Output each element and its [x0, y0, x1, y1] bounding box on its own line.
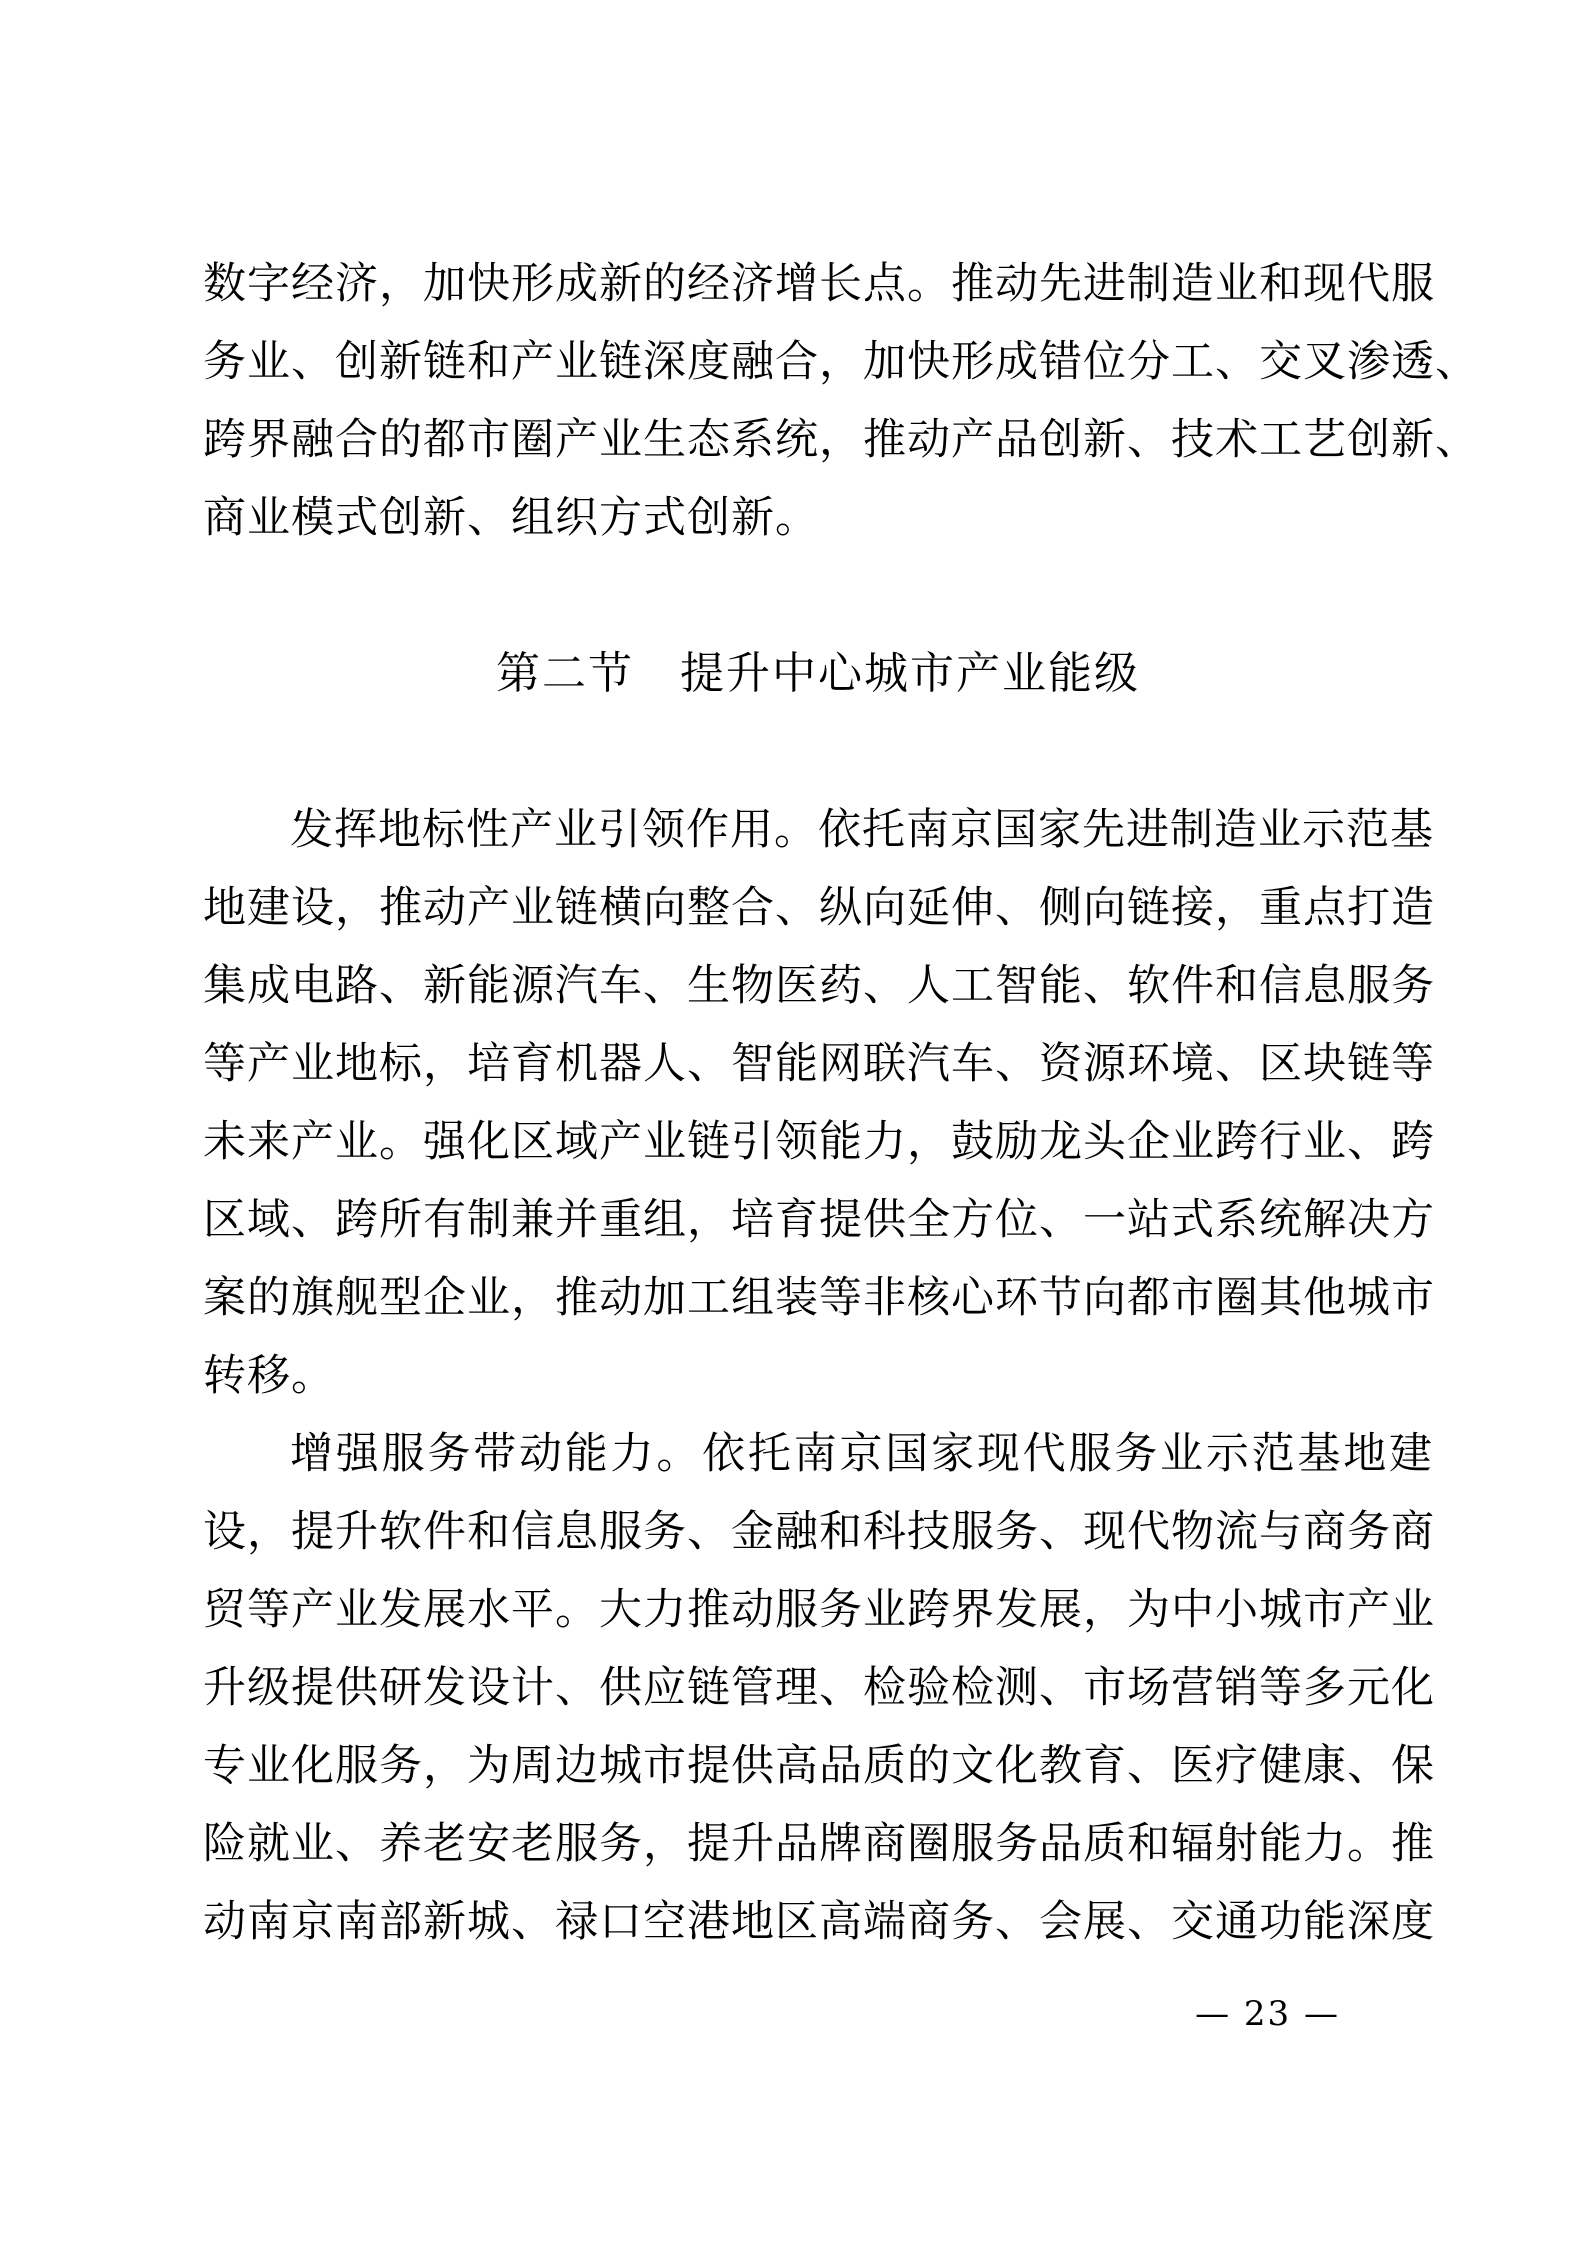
spacer	[203, 557, 1433, 635]
page-body	[203, 245, 1479, 1961]
page-footer	[1195, 1992, 1340, 2036]
section-heading: 第二节 提升中心城市产业能级	[496, 648, 1140, 699]
body-line: 专业化服务，为周边城市提供高品质的文化教育、医疗健康、保	[203, 1741, 1435, 1791]
body-line: 转移。	[203, 1351, 335, 1401]
body-line: 等产业地标，培育机器人、智能网联汽车、资源环境、区块链等	[203, 1039, 1435, 1089]
spacer	[203, 713, 1433, 791]
body-line: 设，提升软件和信息服务、金融和科技服务、现代物流与商务商	[203, 1507, 1435, 1557]
body-line: 数字经济，加快形成新的经济增长点。推动先进制造业和现代服	[203, 259, 1435, 309]
body-line: 增强服务带动能力。依托南京国家现代服务业示范基地建	[290, 1429, 1433, 1479]
body-line: 务业、创新链和产业链深度融合，加快形成错位分工、交叉渗透、	[203, 337, 1479, 387]
body-line: 动南京南部新城、禄口空港地区高端商务、会展、交通功能深度	[203, 1897, 1435, 1947]
body-line: 区域、跨所有制兼并重组，培育提供全方位、一站式系统解决方	[203, 1195, 1435, 1245]
page-number: — 23 —	[1195, 1994, 1340, 2034]
body-line: 发挥地标性产业引领作用。依托南京国家先进制造业示范基	[290, 805, 1434, 855]
body-line: 案的旗舰型企业，推动加工组装等非核心环节向都市圈其他城市	[203, 1273, 1435, 1323]
body-line: 商业模式创新、组织方式创新。	[203, 493, 819, 543]
body-line: 跨界融合的都市圈产业生态系统，推动产品创新、技术工艺创新、	[203, 415, 1479, 465]
body-line: 集成电路、新能源汽车、生物医药、人工智能、软件和信息服务	[203, 961, 1435, 1011]
body-line: 未来产业。强化区域产业链引领能力，鼓励龙头企业跨行业、跨	[203, 1117, 1435, 1167]
body-line: 贸等产业发展水平。大力推动服务业跨界发展，为中小城市产业	[203, 1585, 1435, 1635]
body-line: 地建设，推动产业链横向整合、纵向延伸、侧向链接，重点打造	[203, 883, 1435, 933]
body-line: 升级提供研发设计、供应链管理、检验检测、市场营销等多元化	[203, 1663, 1435, 1713]
body-line: 险就业、养老安老服务，提升品牌商圈服务品质和辐射能力。推	[203, 1819, 1435, 1869]
